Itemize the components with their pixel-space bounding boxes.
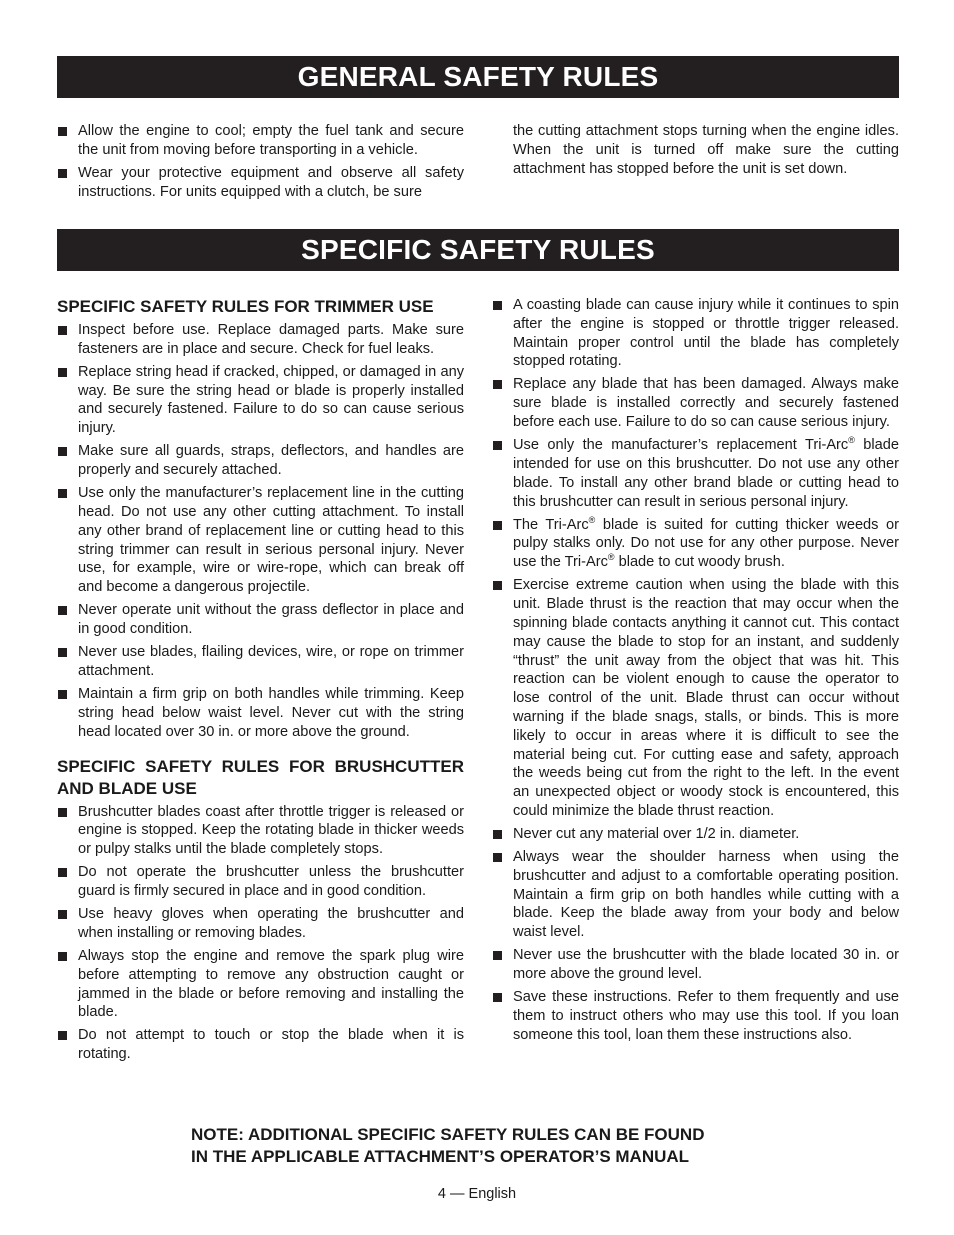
square-bullet-icon (58, 447, 67, 456)
continued-text: the cutting attachment stops turning when the engine idles. When the unit is turned off make sure the cutting attachment has stopped before the unit is set down. (513, 123, 899, 177)
square-bullet-icon (493, 441, 502, 450)
list-item: Never cut any material over 1/2 in. diameter. (492, 825, 899, 844)
square-bullet-icon (493, 380, 502, 389)
registered-mark: ® (607, 552, 615, 563)
list-item: Wear your protective equipment and observe all safety instructions. For units equipped with a clutch, be sure (57, 164, 464, 202)
list-item: The Tri-Arc® blade is suited for cutting thicker weeds or pulpy stalks only. Do not use for any other purpose. Never use the Tri-Arc® blade to cut woody brush. (492, 516, 899, 572)
list-item: Exercise extreme caution when using the blade with this unit. Blade thrust is the reaction that may occur when the spinning blade contacts anything it cannot cut. This contact may cause the blade to stop for an instant, and suddenly “thrust” the unit away from the object that was hit. This reaction can be violent enough to cause the operator to lose control of the unit. Blade thrust can occur without warning if the blade snags, stalls, or binds. This is more likely to occur in areas where it is difficult to see the material being cut. For cutting ease and safety, approach the weeds being cut from the right to the left. In the event an unexpected object or woody stock is encountered, this could minimize the blade thrust reaction. (492, 576, 899, 820)
general-left-column (57, 122, 464, 206)
list-item: Maintain a firm grip on both handles while trimming. Keep string head below waist level. Never cut with the string head located over 30 in. or more above the ground. (57, 685, 464, 741)
list-item: Use heavy gloves when operating the brushcutter and when installing or removing blades. (57, 905, 464, 943)
list-item: Save these instructions. Refer to them frequently and use them to instruct others who may use this tool. If you loan someone this tool, loan them these instructions also. (492, 988, 899, 1044)
square-bullet-icon (58, 326, 67, 335)
square-bullet-icon (58, 868, 67, 877)
square-bullet-icon (58, 1031, 67, 1040)
registered-mark: ® (848, 435, 855, 446)
list-item: Use only the manufacturer’s replacement line in the cutting head. Do not use any other cutting attachment. To install any other brand of replacement line or cutting head to this string trimmer can result in serious personal injury. Never use, for example, wire or wire-rope, which can break off and become a dangerous projectile. (57, 484, 464, 597)
trimmer-section-heading: SPECIFIC SAFETY RULES FOR TRIMMER USE (57, 297, 434, 316)
list-item: Do not operate the brushcutter unless the brushcutter guard is firmly secured in place and in good condition. (57, 863, 464, 901)
square-bullet-icon (58, 808, 67, 817)
square-bullet-icon (58, 606, 67, 615)
square-bullet-icon (493, 951, 502, 960)
square-bullet-icon (493, 301, 502, 310)
square-bullet-icon (493, 853, 502, 862)
list-item: Replace any blade that has been damaged. Always make sure blade is installed correctly and securely fastened before each use. Failure to do so can cause serious injury. (492, 375, 899, 431)
brushcutter-section-heading: SPECIFIC SAFETY RULES FOR BRUSHCUTTER AND BLADE USE (57, 756, 464, 798)
square-bullet-icon (58, 952, 67, 961)
list-item: A coasting blade can cause injury while it continues to spin after the engine is stopped or throttle trigger released. Maintain proper control until the blade has completely stopped rotating. (492, 296, 899, 371)
square-bullet-icon (493, 521, 502, 530)
square-bullet-icon (58, 127, 67, 136)
list-item: Always stop the engine and remove the spark plug wire before attempting to remove any obstruction caught or jammed in the blade or before removing and installing the blade. (57, 947, 464, 1022)
square-bullet-icon (493, 830, 502, 839)
square-bullet-icon (58, 489, 67, 498)
list-item: Always wear the shoulder harness when using the brushcutter and adjust to a comfortable operating position. Maintain a firm grip on both handles while cutting with a blade. Keep the blade away from your body and below waist level. (492, 848, 899, 942)
page-number: 4 — English (437, 1186, 517, 1202)
list-item: Do not attempt to touch or stop the blade when it is rotating. (57, 1026, 464, 1064)
square-bullet-icon (58, 368, 67, 377)
square-bullet-icon (493, 993, 502, 1002)
attachment-manual-note: NOTE: ADDITIONAL SPECIFIC SAFETY RULES CAN BE FOUND IN THE APPLICABLE ATTACHMENT’S OPERATOR’S MANUAL (191, 1125, 705, 1166)
list-item: Replace string head if cracked, chipped, or damaged in any way. Be sure the string head or blade is properly installed and securely fastened. Failure to do so can cause serious injury. (57, 363, 464, 438)
list-item: Allow the engine to cool; empty the fuel tank and secure the unit from moving before transporting in a vehicle. (57, 122, 464, 160)
square-bullet-icon (58, 648, 67, 657)
list-item: Make sure all guards, straps, deflectors, and handles are properly and securely attached. (57, 442, 464, 480)
list-item: Inspect before use. Replace damaged parts. Make sure fasteners are in place and secure. Check for fuel leaks. (57, 321, 464, 359)
square-bullet-icon (58, 690, 67, 699)
square-bullet-icon (493, 581, 502, 590)
list-item: Brushcutter blades coast after throttle trigger is released or engine is stopped. Keep the rotating blade in thicker weeds or pulpy stalks until the blade completely stops. (57, 803, 464, 859)
list-item: Never use the brushcutter with the blade located 30 in. or more above the ground level. (492, 946, 899, 984)
specific-left-column (57, 296, 464, 1068)
list-item: Never operate unit without the grass deflector in place and in good condition. (57, 601, 464, 639)
specific-right-column (492, 296, 899, 1049)
registered-mark: ® (588, 514, 596, 525)
specific-safety-rules-heading: SPECIFIC SAFETY RULES (57, 229, 899, 271)
general-safety-rules-heading: GENERAL SAFETY RULES (57, 56, 899, 98)
general-right-column (492, 122, 899, 178)
list-item: Use only the manufacturer’s replacement Tri-Arc® blade intended for use on this brushcutter. Do not use any other blade. To install any other brand blade or cutting head to this brushcutter can result in serious personal injury. (492, 436, 899, 511)
square-bullet-icon (58, 169, 67, 178)
square-bullet-icon (58, 910, 67, 919)
list-item: Never use blades, flailing devices, wire, or rope on trimmer attachment. (57, 643, 464, 681)
